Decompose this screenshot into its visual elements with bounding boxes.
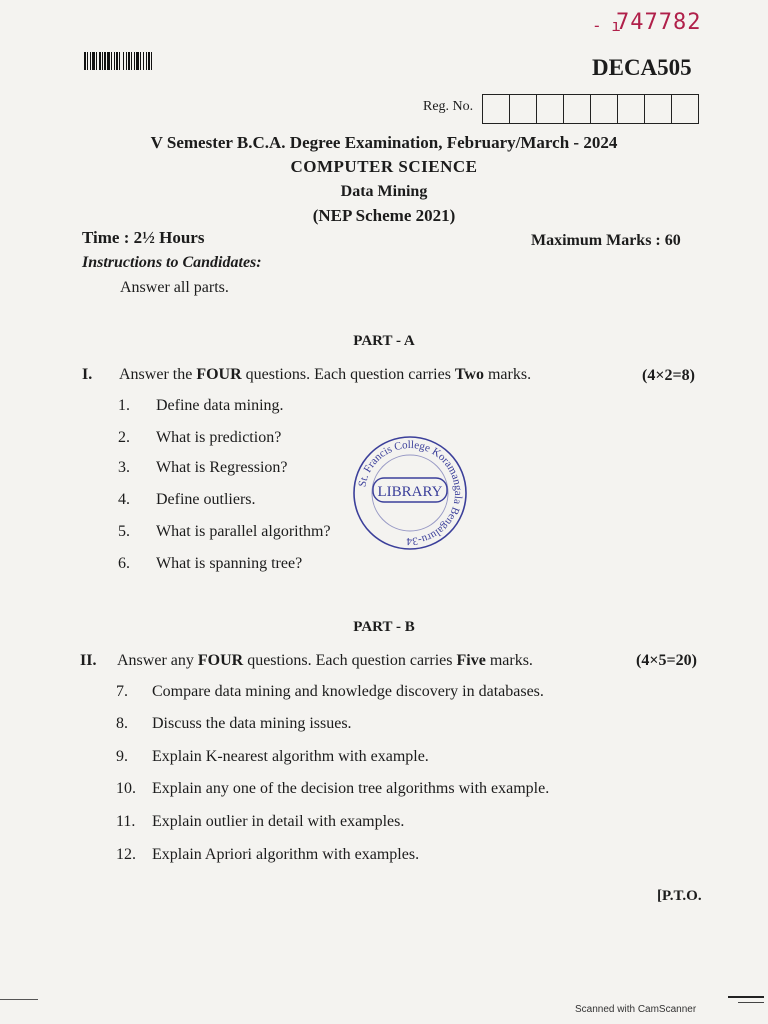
question-item: 12. Explain Apriori algorithm with examples. bbox=[116, 846, 420, 863]
scan-edge-line-right bbox=[728, 996, 764, 998]
scheme: (NEP Scheme 2021) bbox=[312, 206, 456, 225]
serial-number: 747782 bbox=[616, 10, 702, 35]
barcode bbox=[84, 52, 188, 70]
part-b-roman: II. bbox=[80, 652, 97, 669]
part-a-heading: PART - A bbox=[353, 333, 415, 349]
question-item: 3. What is Regression? bbox=[118, 459, 288, 476]
paper-code: DECA505 bbox=[592, 55, 692, 80]
barcode-bar bbox=[152, 52, 154, 70]
part-a-instructions: Answer the FOUR questions. Each question carries Two marks. bbox=[119, 366, 532, 383]
exam-title: V Semester B.C.A. Degree Examination, February/March - 2024 bbox=[150, 133, 618, 152]
reg-no-boxes bbox=[482, 94, 699, 124]
instructions-text: Answer all parts. bbox=[120, 279, 229, 296]
part-a-roman: I. bbox=[82, 366, 93, 383]
question-item: 11. Explain outlier in detail with examples. bbox=[116, 813, 405, 830]
scan-edge-line-right-2 bbox=[738, 1002, 764, 1003]
paper-name: Data Mining bbox=[340, 183, 428, 200]
part-b-heading: PART - B bbox=[353, 619, 415, 635]
question-item: 7. Compare data mining and knowledge discovery in databases. bbox=[116, 683, 544, 700]
maximum-marks: Maximum Marks : 60 bbox=[531, 232, 681, 249]
pto-note: [P.T.O. bbox=[657, 888, 702, 904]
question-item: 8. Discuss the data mining issues. bbox=[116, 715, 352, 732]
stamp-center-text: LIBRARY bbox=[377, 484, 443, 500]
question-item: 10. Explain any one of the decision tree algorithms with example. bbox=[116, 780, 550, 797]
scan-edge-line-left bbox=[0, 999, 38, 1000]
time-allowed: Time : 2½ Hours bbox=[82, 228, 205, 247]
part-a-marks: (4×2=8) bbox=[642, 367, 695, 384]
question-item: 6. What is spanning tree? bbox=[118, 555, 303, 572]
question-item: 9. Explain K-nearest algorithm with example. bbox=[116, 748, 429, 765]
part-b-instructions: Answer any FOUR questions. Each question carries Five marks. bbox=[117, 652, 533, 669]
scanner-watermark: Scanned with CamScanner bbox=[575, 1004, 697, 1015]
question-item: 4. Define outliers. bbox=[118, 491, 256, 508]
part-b-marks: (4×5=20) bbox=[636, 652, 697, 669]
library-stamp bbox=[351, 434, 469, 552]
question-item: 1. Define data mining. bbox=[118, 397, 284, 414]
instructions-heading: Instructions to Candidates: bbox=[82, 254, 262, 271]
stamp-ring-text: St. Francis College Koramangala Bengaluru-34 bbox=[356, 438, 465, 548]
subject-title: COMPUTER SCIENCE bbox=[290, 157, 478, 176]
question-item: 5. What is parallel algorithm? bbox=[118, 523, 331, 540]
serial-tick-mark: - ı bbox=[592, 16, 621, 35]
question-item: 2. What is prediction? bbox=[118, 429, 282, 446]
reg-no-label: Reg. No. bbox=[423, 99, 474, 114]
